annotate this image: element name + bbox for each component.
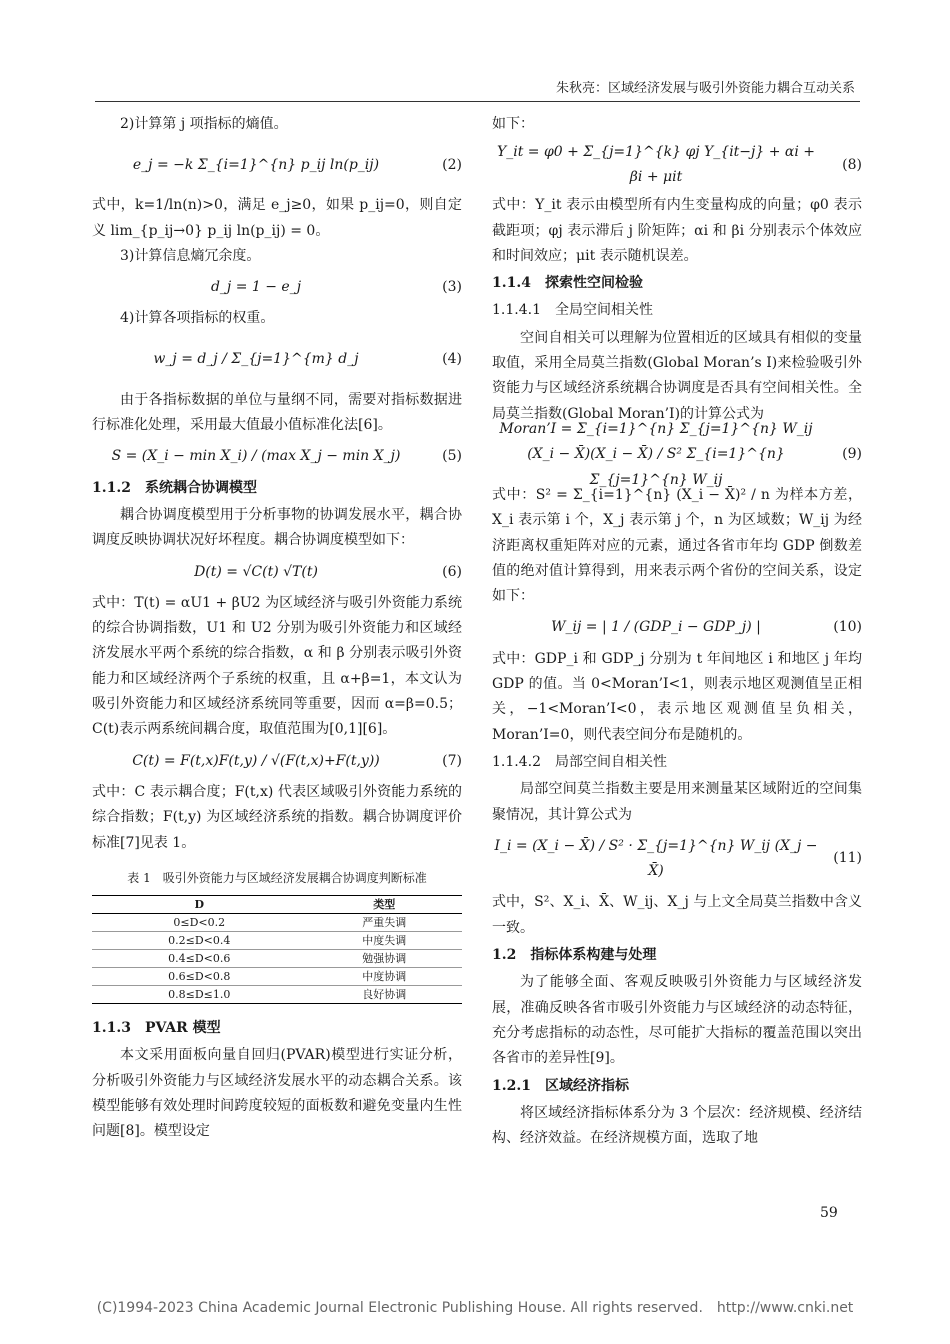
equation-10-number: (10) (833, 619, 862, 636)
table-header-d: D (194, 898, 205, 912)
table-header-row (92, 896, 462, 914)
table-row (92, 950, 462, 968)
equation-5-formula: S = (X_i − min X_i) / (max X_j − min X_j) (111, 448, 401, 465)
paragraph-where-7: 式中：C 表示耦合度；F(t,x) 代表区域吸引外资能力系统的综合指数；F(t,y) 为区域经济系统的指数。耦合协调度评价标准[7]见表 1。 (92, 783, 462, 851)
equation-9-number: (9) (842, 446, 862, 463)
equation-8 (492, 143, 862, 187)
equation-8-number: (8) (842, 156, 862, 173)
copyright-footer: (C)1994-2023 China Academic Journal Electronic Publishing House. All rights reserved. http://www.cnki.net (96, 1300, 854, 1316)
equation-3-number: (3) (442, 279, 462, 296)
section-1-1-4-heading: 1.1.4 探索性空间检验 (492, 275, 643, 292)
table-cell-range: 0.6≤D<0.8 (168, 970, 231, 984)
table-row (92, 968, 462, 986)
subsection-1-1-4-1-heading: 1.1.4.1 全局空间相关性 (492, 302, 653, 319)
paragraph-1-2: 为了能够全面、客观反映吸引外资能力与区域经济发展，准确反映各省市吸引外资能力与区域经济的动态特征，充分考虑指标的动态性，尽可能扩大指标的覆盖范围以突出各省市的差异性[9]。 (492, 974, 862, 1067)
paragraph-coupling: 耦合协调度模型用于分析事物的协调发展水平，耦合协调度反映协调状况好坏程度。耦合协调度模型如下： (92, 506, 462, 549)
step-3: 3)计算信息熵冗余度。 (120, 247, 261, 264)
equation-11 (492, 834, 862, 885)
section-1-1-3-heading: 1.1.3 PVAR 模型 (92, 1020, 221, 1037)
equation-11-formula: I_i = (X_i − X̄) / S² · Σ_{j=1}^{n} W_ij (X_j − X̄) (494, 837, 818, 880)
running-header: 朱秋亮：区域经济发展与吸引外资能力耦合互动关系 (555, 81, 855, 96)
equation-10 (492, 615, 862, 640)
table-row (92, 986, 462, 1004)
table-1-caption: 表 1 吸引外资能力与区域经济发展耦合协调度判断标准 (127, 870, 427, 885)
table-cell-type: 中度失调 (362, 934, 407, 948)
subsection-1-1-4-2-heading: 1.1.4.2 局部空间自相关性 (492, 753, 667, 770)
equation-10-formula: W_ij = | 1 / (GDP_i − GDP_j) | (551, 619, 761, 636)
table-cell-type: 良好协调 (362, 988, 407, 1002)
equation-8-formula: Y_it = φ0 + Σ_{j=1}^{k} φj Y_{it−j} + αi + βi + μit (496, 144, 816, 186)
equation-5-number: (5) (442, 448, 462, 465)
paragraph-where-11: 式中，S²、X_i、X̄、W_ij、X_j 与上文全局莫兰指数中含义一致。 (492, 894, 862, 936)
table-row (92, 932, 462, 950)
section-1-1-2-heading: 1.1.2 系统耦合协调模型 (92, 479, 257, 496)
equation-11-number: (11) (833, 850, 862, 867)
equation-2-number: (2) (442, 156, 462, 173)
header-rule (95, 101, 860, 102)
paragraph-standardization: 由于各指标数据的单位与量纲不同，需要对指标数据进行标准化处理，采用最大值最小值标准化法[6]。 (92, 391, 462, 434)
table-cell-range: 0.4≤D<0.6 (168, 952, 231, 966)
table-cell-range: 0.8≤D≤1.0 (168, 988, 231, 1002)
equation-3-formula: d_j = 1 − e_j (210, 279, 302, 296)
equation-6 (92, 560, 462, 585)
equation-7-formula: C(t) = F(t,x)F(t,y) / √(F(t,x)+F(t,y)) (132, 752, 380, 769)
paragraph-where-9: 式中：S² = Σ_{i=1}^{n} (X_i − X̄)² / n 为样本方差，X_i 表示第 i 个，X_j 表示第 j 个，n 为区域数；W_ij 为经济距离权重矩阵对应的元素，通过各省市年均 GDP 倒数差值的绝对值计算得到，用来表示两个省份的空间关系，设定如下： (492, 486, 862, 605)
table-row (92, 914, 462, 932)
table-cell-range: 0≤D<0.2 (173, 916, 226, 930)
equation-2-formula: e_j = −k Σ_{i=1}^{n} p_ij ln(p_ij) (132, 156, 380, 173)
table-cell-type: 严重失调 (362, 916, 407, 930)
paragraph-1-2-1: 将区域经济指标体系分为 3 个层次：经济规模、经济结构、经济效益。在经济规模方面，选取了地 (492, 1104, 862, 1147)
equation-6-formula: D(t) = √C(t) √T(t) (194, 563, 318, 580)
paragraph-where-10: 式中：GDP_i 和 GDP_j 分别为 t 年间地区 i 和地区 j 年均 GDP 的值。当 0<Moran’I<1，则表示地区观测值呈正相关，−1<Moran’I<0，表示地区观测值呈负相关，Moran’I=0，则代表空间分布是随机的。 (492, 650, 862, 743)
equation-6-number: (6) (442, 563, 462, 580)
right-column (492, 112, 862, 1151)
table-1 (92, 895, 462, 1004)
equation-9-formula: Moran’I = Σ_{i=1}^{n} Σ_{j=1}^{n} W_ij (X_i − X̄)(X_i − X̄) / S² Σ_{i=1}^{n} Σ_{j=1}^{n} W_ij (499, 421, 813, 488)
equation-3 (92, 275, 462, 300)
table-cell-range: 0.2≤D<0.4 (168, 934, 231, 948)
paragraph-continued: 如下： (492, 116, 534, 132)
equation-9 (492, 421, 862, 488)
equation-7-number: (7) (442, 752, 462, 769)
left-column (92, 112, 462, 1145)
equation-4 (92, 338, 462, 382)
equation-7 (92, 749, 462, 774)
paragraph-where-8: 式中：Y_it 表示由模型所有内生变量构成的向量；φ0 表示截距项；φj 表示滞后 j 阶矩阵；αi 和 βi 分别表示个体效应和时间效应；μit 表示随机误差。 (492, 197, 862, 264)
paragraph-where-2: 式中，k=1/ln(n)>0，满足 e_j≥0，如果 p_ij=0，则自定义 lim_{p_ij→0} p_ij ln(p_ij) = 0。 (92, 197, 462, 239)
step-4: 4)计算各项指标的权重。 (120, 310, 275, 327)
section-1-2-heading: 1.2 指标体系构建与处理 (492, 947, 657, 964)
page-number: 59 (820, 1205, 838, 1221)
paragraph-where-6: 式中：T(t) = αU1 + βU2 为区域经济与吸引外资能力系统的综合协调指数，U1 和 U2 分别为吸引外资能力和区域经济发展水平两个系统的综合指数，α 和 β 分别表示吸引外资能力和区域经济两个子系统的权重，且 α+β=1，本文认为吸引外资能力和区域经济系统同等重要，因而 α=β=0.5；C(t)表示两系统间耦合度，取值范围为[0,1][6]。 (92, 594, 462, 738)
table-cell-type: 勉强协调 (362, 952, 407, 966)
paragraph-pvar: 本文采用面板向量自回归(PVAR)模型进行实证分析，分析吸引外资能力与区域经济发展水平的动态耦合关系。该模型能够有效处理时间跨度较短的面板数和避免变量内生性问题[8]。模型设定 (92, 1047, 462, 1140)
paragraph-local-moran: 局部空间莫兰指数主要是用来测量某区域附近的空间集聚情况，其计算公式为 (492, 781, 862, 823)
paragraph-global-moran: 空间自相关可以理解为位置相近的区域具有相似的变量取值，采用全局莫兰指数(Global Moran’s I)来检验吸引外资能力与区域经济系统耦合协调度是否具有空间相关性。全局莫兰指数(Global Moran’I)的计算公式为 (492, 329, 862, 422)
equation-4-number: (4) (442, 351, 462, 368)
section-1-2-1-heading: 1.2.1 区域经济指标 (492, 1077, 629, 1094)
table-header-type: 类型 (373, 898, 396, 912)
equation-4-formula: w_j = d_j / Σ_{j=1}^{m} d_j (153, 351, 359, 368)
equation-2 (92, 143, 462, 187)
equation-5 (92, 444, 462, 469)
step-2: 2)计算第 j 项指标的熵值。 (120, 116, 288, 132)
table-cell-type: 中度协调 (362, 970, 407, 984)
